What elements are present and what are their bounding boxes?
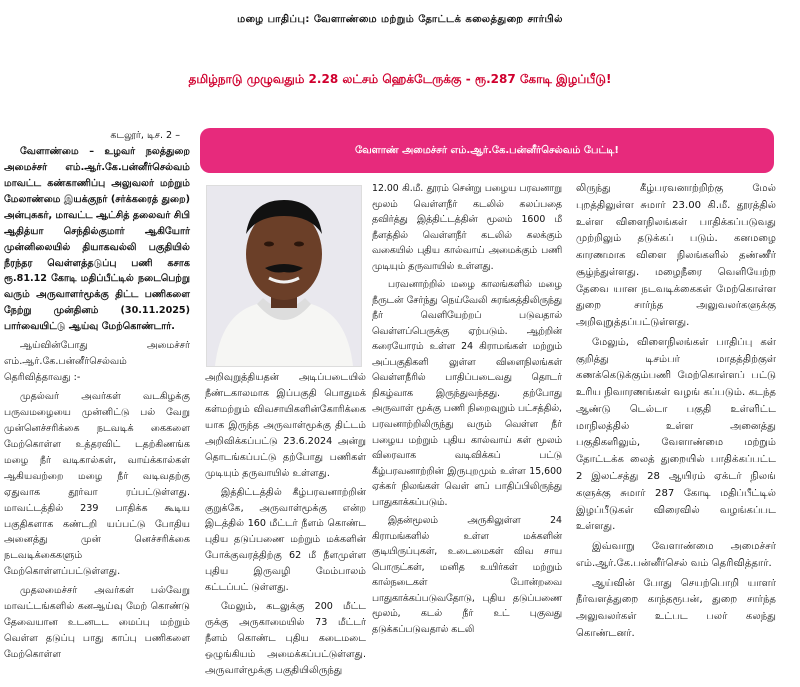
article-column-3 xyxy=(372,181,562,640)
paragraph: பரவனாற்றில் மழை காலங்களில் மழை நீருடன் சேர்ந்து நெய்வேலி சுரங்கத்திலிருந்து நீர் வெளியேற்றப் படுவதால் வெள்ளப்பெருக்கு ஏற்படும். ஆற்றின் கரையோரம் உள்ள 24 கிராமங்கள் மற்றும் அப்பகுதிகளி லுள்ள விளைநிலங்கள் வெள்ளநீரில் பாதிப்படைவது தொடர் நிகழ்வாக இருந்துவந்தது. தற்போது அருவாள் மூக்கு பணி நிறைவுறும் பட்சத்தில், பரவனாற்றிலிருந்து வரும் வெள்ள நீர் பழைய மற்றும் புதிய கால்வாய் கள் மூலம் விரைவாக வடிவிக்கப் பட்டு கீழ்பரவனாற்றின் இருபுறமும் உள்ள 15,600 ஏக்கர் நிலங்கள் வெள் ளப் பாதிப்பிலிருந்து பாதுகாக்கப்படும். xyxy=(372,279,562,508)
paragraph: இதன்மூலம் அருகிலுள்ள 24 கிராமங்களில் உள்ள மக்களின் குடியிருப்புகள், உடைமைகள் விவ சாய பொருட்கள், மனித உயிர்கள் மற்றும் கால்நடைகள் போன்றவை பாதுகாக்கப்படுவதோடு, புதிய தடுப்பணை மூலம், கடல் நீர் உட் புகுவது தடுக்கப்படுவதால் கடலி xyxy=(372,515,562,635)
lead-paragraph: வேளாண்மை – உழவர் நலத்துறை அமைச்சர் எம்.ஆர்.கே.பன்னீர்செல்வம் மாவட்ட கண்காணிப்பு அலுவலர் மற்றும் மேலாண்மை இயக்குநர் (சர்க்கரைத் துறை) அன்புசுகர், மாவட்ட ஆட்சித் தலைவர் சிபி ஆதித்யா செந்தில்குமார் ஆகியோர் முன்னிலையில் தியாகவல்லி பகுதியில் நீரந்தர வெள்ளத்தடுப்பு பணி கசாக ரூ.81.12 கோடி மதிப்பீட்டில் நடைபெற்று வரும் அருவாளர்மூக்கு திட்ட பணிகளை நேற்று முன்தினம் (30.11.2025) பார்வையிட்டு ஆய்வு மேற்கொண்டார். xyxy=(4,145,190,333)
paragraph: முதலமைச்சர் அவர்கள் பல்வேறு மாவட்டங்களில் கனஆய்வு மேற் கொண்டு தேவையான உடனடட மைப்பு மற்றும் வெள்ள தடுப்பு பாது காப்பு பணிகளை மேற்கொள்ள xyxy=(4,585,190,660)
article-column-4 xyxy=(576,181,776,646)
subhead-banner: வேளாண் அமைச்சர் எம்.ஆர்.கே.பன்னீர்செல்வம் பேட்டி! xyxy=(200,128,774,173)
paragraph: ஆய்வின்போது அமைச்சர் எம்.ஆர்.கே.பன்னீர்செல்வம் தெரிவித்தாவது :- xyxy=(4,340,190,384)
kicker-title: மழை பாதிப்பு: வேளாண்மை மற்றும் தோட்டக் கலைத்துறை சார்பில் xyxy=(237,14,563,25)
minister-photo xyxy=(206,185,362,367)
paragraph: இவ்வாறு வேளாண்மை அமைச்சர் எம்.ஆர்.கே.பன்னீர்செல் வம் தெரிவித்தார். xyxy=(576,541,776,569)
paragraph: இத்திட்டத்தில் கீழ்பரவனாற்றின் குறுக்கே, அருவாள்மூக்கு என்ற இடத்தில் 160 மீட்டர் நீளம் கொண்ட புதிய தடுப்பணை மற்றும் மக்களின் போக்குவரத்திற்கு 62 மீ நீளமுள்ள புதிய இருவழி மேம்பாலம் கட்டப்பட் டுள்ளது. xyxy=(205,486,366,594)
paragraph: மேலும், கடலுக்கு 200 மீட்ட ருக்கு அருகாமையில் 73 மீட்டர் நீளம் கொண்ட புதிய கடைமடை ஒழுங்கியம் அமைக்கப்பட்டுள்ளது. அருவாள்மூக்கு பகுதியிலிருந்து xyxy=(205,601,366,676)
paragraph: லிருந்து கீழ்பரவனாற்றிற்கு மேல் புறத்திலுள்ள சுமார் 23.00 கி.மீ. தூரத்தில் உள்ள விளைநிலங்கள் பாதிக்கப்படுவது முற்றிலும் தடுக்கப் படும். கனமழை காரணமாக விளை நிலங்களில் தண்ணீர் சூழ்ந்துள்ளது. மழைநீரை வெளியேற்ற தேவை யான நடவடிக்கைகள் மேற்கொள்ள துறை சார்ந்த அலுவலர்களுக்கு அறிவுறுத்தப்பட்டுள்ளது. xyxy=(576,183,776,329)
article-column-2 xyxy=(205,370,366,682)
paragraph: அறிவுறுத்தியதன் அடிப்படையில் நீண்டகாலமாக இப்பகுதி பொதுமக் கள்மற்றும் விவசாயிகளின்கோரிக்கை யாக இருந்த அருவாள்மூக்கு திட்டம் அறிவிக்கப்பட்டு 23.6.2024 அன்று தொடங்கப்பட்டு தற்போது பணிகள் முடியும் தருவாயில் உள்ளது. xyxy=(205,372,366,479)
article-column-1 xyxy=(4,128,190,666)
paragraph: மேலும், விளைநிலங்கள் பாதிப்பு கள் குறித்து டிசம்பர் மாதத்திற்குள் கணக்கெடுக்கும்பணி மேற்கொள்ளப் பட்டு உரிய நிவாரணங்கள் வழங் கப்படும். கடந்த ஆண்டு டெல்டா பகுதி உள்ளிட்ட மாநிலத்தில் உள்ள அனைத்து பகுதிகளிலும், வேளாண்மை மற்றும் தோட்டக்க லைத் துறையில் பாதிக்கப்பட்ட 2 இலட்சத்து 28 ஆயிரம் ஏக்டர் நிலங் களுக்கு சுமார் 287 கோடி மதிப்பீட்டில் இழப்பீடுகள் விரைவில் வழங்கப்பட உள்ளது. xyxy=(576,336,776,533)
headline: தமிழ்நாடு முழுவதும் 2.28 லட்சம் ஹெக்டேருக்கு - ரூ.287 கோடி இழப்பீடு! xyxy=(188,72,612,86)
paragraph: முதல்வர் அவர்கள் வடகிழக்கு பருவமழையை முன்னிட்டு பல் வேறு முன்னெச்சரிக்கை நடவடிக் கைகளை மேற்கொள்ள உத்தரவிட் டதற்கிணங்க மழை நீர் வடிகால்கள், வாய்க்கால்கள் ஆகியவற்றை மழை நீர் வடிவதற்கு ஏதுவாக தூர்வா ரப்பட்டுள்ளது. மாவட்டத்தில் 239 பாதிக்க கூடிய பகுதிகளாக கண்டறி யப்பட்டு போதிய அனைத்து முன் னெச்சரிக்கை நடவடிக்கைகளும் மேற்கொள்ளப்பட்டுள்ளது. xyxy=(4,391,190,578)
dateline: கடலூர், டிச. 2 – xyxy=(110,130,180,141)
paragraph: 12.00 கி.மீ. தூரம் சென்று பழைய பரவனாறு மூலம் வெள்ளநீர் கடலில் கலப்பதை தவிர்த்து இத்திட்டத்தின் மூலம் 1600 மீ நீளத்தில் வெள்ளநீர் கடலில் கலக்கும் வகையில் புதிய கால்வாய் அமைக்கும் பணி முடியும் தருவாயில் உள்ளது. xyxy=(372,183,562,272)
paragraph: ஆய்வின் போது செயற்பொறி யாளர் நீர்வளத்துறை காந்தரூபன், துறை சார்ந்த அலுவலர்கள் உட்பட பலர் கலந்து கொண்டனர். xyxy=(576,577,776,639)
person-photo-icon xyxy=(207,186,361,366)
